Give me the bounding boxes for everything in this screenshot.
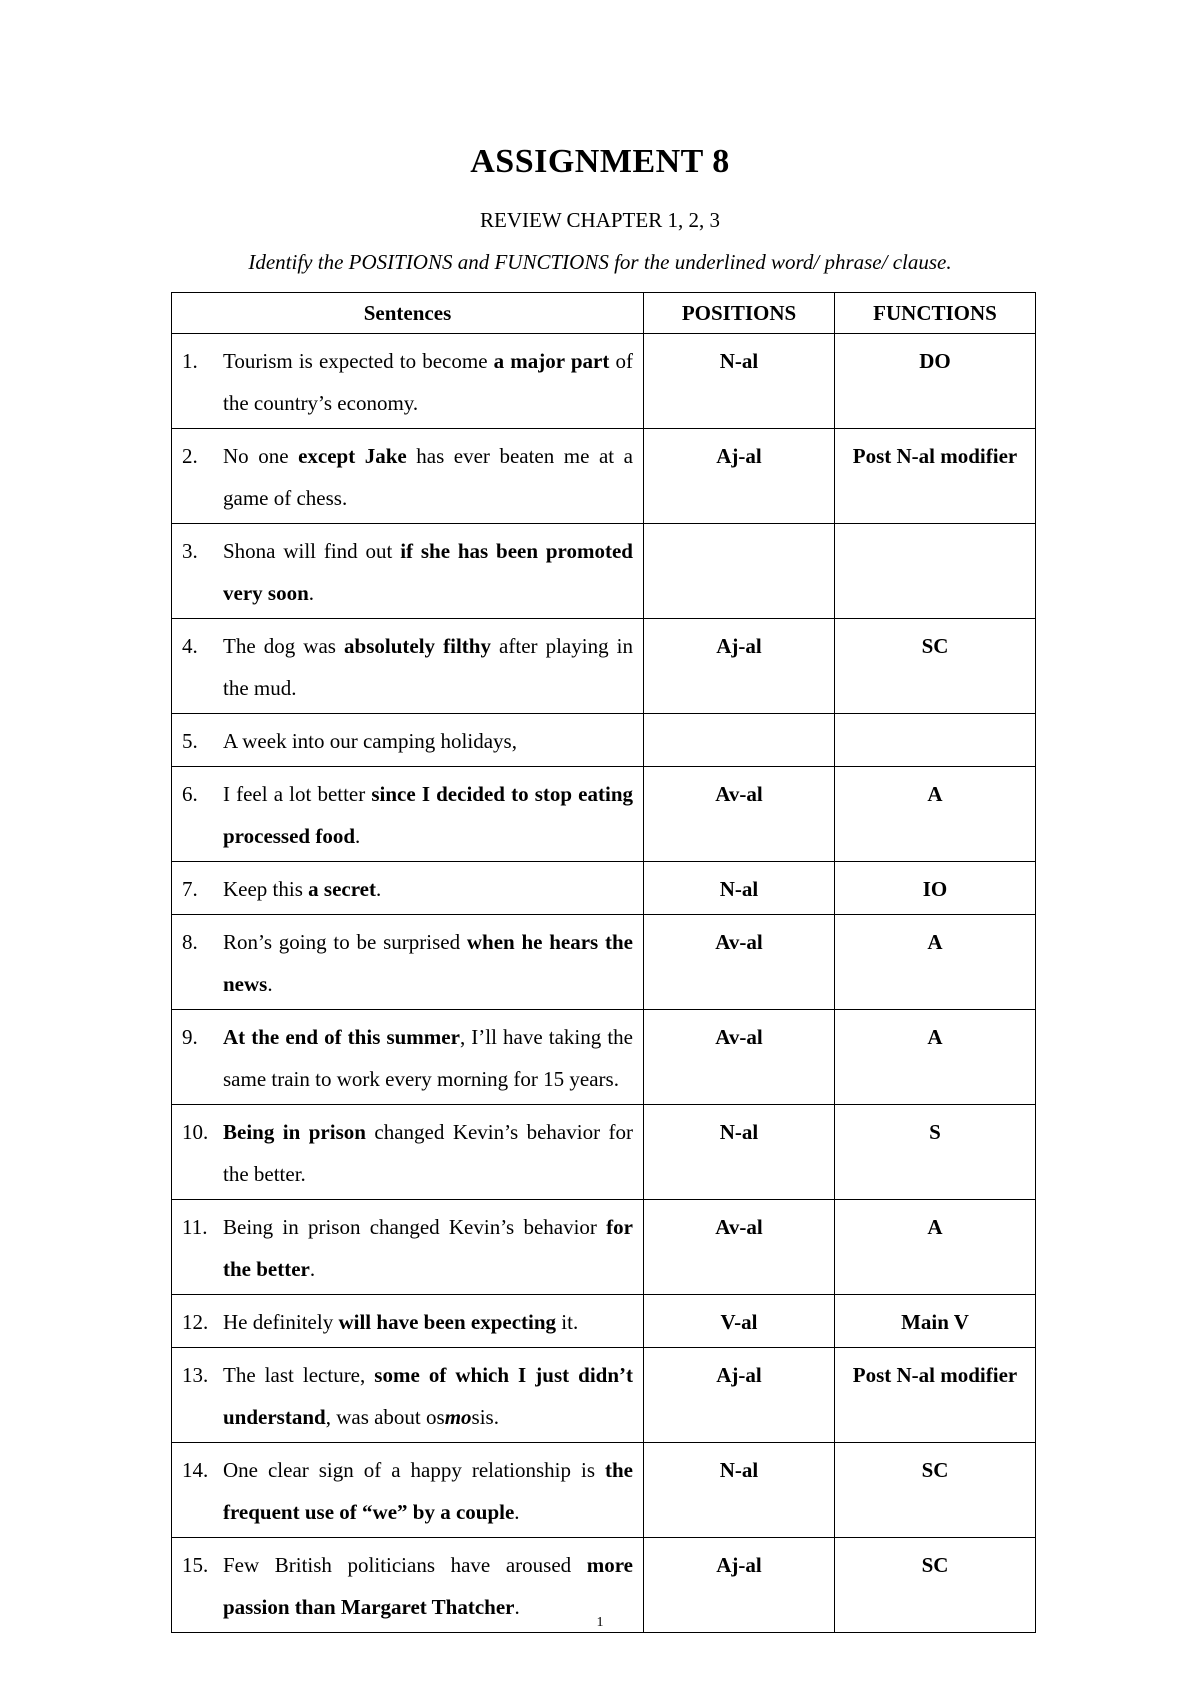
sentence-fragment: Keep this	[223, 877, 309, 901]
sentence-fragment: Shona will find out	[223, 539, 401, 563]
function-value	[835, 714, 1035, 720]
position-cell	[644, 524, 835, 619]
sentence-number: 4.	[182, 634, 198, 658]
highlighted-phrase: some of which I just didn’t understand	[223, 1363, 633, 1429]
position-value	[644, 714, 834, 720]
position-value: Av-al	[715, 782, 763, 806]
sentence-number: 1.	[182, 349, 198, 373]
position-cell	[644, 1105, 835, 1200]
position-value: N-al	[719, 349, 759, 373]
function-value: A	[927, 1215, 943, 1239]
sentence-fragment: The dog was	[223, 634, 345, 658]
highlighted-phrase: except Jake	[298, 444, 407, 468]
function-value: SC	[921, 1553, 949, 1577]
sentence-number: 3.	[182, 539, 198, 563]
function-value: Post N-al modifier	[852, 1363, 1018, 1387]
position-value: V-al	[720, 1310, 758, 1334]
highlighted-phrase: will have been expecting	[338, 1310, 557, 1334]
sentence-fragment: Being in prison changed Kevin’s behavior	[223, 1215, 607, 1239]
position-cell	[644, 1443, 835, 1538]
sentence-number: 12.	[182, 1310, 209, 1334]
sentence-fragment: after playing in the mud.	[223, 634, 633, 700]
function-cell	[835, 1105, 1036, 1200]
function-value: Main V	[901, 1310, 969, 1334]
sentence-fragment: One clear sign of a happy relationship is	[223, 1458, 605, 1482]
function-cell	[835, 1295, 1036, 1348]
highlighted-phrase: Being in prison	[223, 1120, 366, 1144]
position-value: N-al	[719, 1458, 759, 1482]
sentence-fragment: .	[267, 972, 273, 996]
sentence-cell	[172, 1348, 644, 1443]
table-row	[172, 619, 1036, 714]
position-value: Aj-al	[716, 444, 762, 468]
sentence-fragment: Tourism is expected to become	[223, 349, 494, 373]
sentence-number: 10.	[182, 1120, 209, 1144]
position-cell	[644, 862, 835, 915]
highlighted-phrase: more passion than Margaret Thatcher	[223, 1553, 633, 1619]
header-positions: POSITIONS	[644, 293, 835, 334]
function-cell	[835, 1348, 1036, 1443]
sentence-fragment: .	[355, 824, 361, 848]
function-value: A	[927, 930, 943, 954]
function-cell	[835, 862, 1036, 915]
function-value: IO	[922, 877, 948, 901]
sentence-text	[223, 1449, 633, 1533]
highlighted-phrase: absolutely filthy	[344, 634, 491, 658]
position-value: Aj-al	[716, 634, 762, 658]
sentence-number: 2.	[182, 444, 198, 468]
sentence-cell	[172, 862, 644, 915]
function-cell	[835, 524, 1036, 619]
page-title: ASSIGNMENT 8	[470, 143, 730, 180]
sentence-fragment: .	[308, 581, 314, 605]
sentence-number: 7.	[182, 877, 198, 901]
position-cell	[644, 619, 835, 714]
sentence-cell	[172, 524, 644, 619]
function-value: A	[927, 1025, 943, 1049]
sentence-text	[223, 1111, 633, 1195]
sentence-text	[223, 773, 633, 857]
sentence-fragment: He definitely	[223, 1310, 339, 1334]
sentence-number: 6.	[182, 782, 198, 806]
highlighted-phrase: At the end of this summer	[223, 1025, 460, 1049]
sentence-fragment: Few British politicians have aroused	[223, 1553, 587, 1577]
sentence-fragment: has ever beaten me at a game of chess.	[223, 444, 633, 510]
position-value: Aj-al	[716, 1363, 762, 1387]
position-cell	[644, 767, 835, 862]
function-value: DO	[919, 349, 951, 373]
sentence-cell	[172, 915, 644, 1010]
sentence-number: 8.	[182, 930, 198, 954]
function-value: SC	[921, 634, 949, 658]
sentence-text	[223, 625, 633, 709]
sentence-cell	[172, 1295, 644, 1348]
sentence-fragment: , was about os	[325, 1405, 445, 1429]
sentence-text	[223, 1016, 633, 1100]
sentence-number: 14.	[182, 1458, 209, 1482]
function-value: SC	[921, 1458, 949, 1482]
sentence-text	[223, 435, 633, 519]
table-row	[172, 429, 1036, 524]
function-cell	[835, 915, 1036, 1010]
sentence-cell	[172, 429, 644, 524]
table-row	[172, 1295, 1036, 1348]
sentence-text	[223, 1354, 633, 1438]
function-value: A	[927, 782, 943, 806]
function-value	[835, 524, 1035, 530]
position-value: N-al	[719, 1120, 759, 1144]
table-row	[172, 862, 1036, 915]
sentence-cell	[172, 714, 644, 767]
sentence-fragment: changed Kevin’s behavior for the better.	[223, 1120, 634, 1186]
table-row	[172, 1105, 1036, 1200]
sentence-fragment: it.	[556, 1310, 579, 1334]
position-value	[644, 524, 834, 530]
sentence-fragment: The last lecture,	[223, 1363, 375, 1387]
function-cell	[835, 334, 1036, 429]
function-cell	[835, 1200, 1036, 1295]
function-cell	[835, 619, 1036, 714]
sentence-text	[223, 1301, 633, 1343]
sentence-number: 9.	[182, 1025, 198, 1049]
sentence-fragment: .	[375, 877, 382, 901]
sentence-text	[223, 1206, 633, 1290]
assignment-table	[171, 292, 1036, 1633]
position-cell	[644, 1200, 835, 1295]
highlighted-phrase: the frequent use of “we” by a couple	[223, 1458, 633, 1524]
highlighted-phrase: if she has been promoted very soon	[223, 539, 633, 605]
sentence-fragment: A week into our camping holidays,	[223, 729, 517, 753]
highlighted-phrase: for the better	[223, 1215, 633, 1281]
function-cell	[835, 429, 1036, 524]
sentence-fragment: Ron’s going to be surprised	[223, 930, 467, 954]
position-value: Aj-al	[716, 1553, 762, 1577]
highlighted-phrase: mo	[444, 1405, 472, 1429]
table-row	[172, 1200, 1036, 1295]
position-value: Av-al	[715, 1025, 763, 1049]
table-row	[172, 915, 1036, 1010]
sentence-number: 5.	[182, 729, 198, 753]
sentence-fragment: , I’ll have taking the same train to work every morning for 15 years.	[223, 1025, 633, 1091]
sentence-number: 15.	[182, 1553, 209, 1577]
sentence-number: 11.	[182, 1215, 208, 1239]
position-cell	[644, 714, 835, 767]
page-subtitle: REVIEW CHAPTER 1, 2, 3	[480, 208, 720, 232]
sentence-cell	[172, 1443, 644, 1538]
table-header-row	[172, 293, 1036, 334]
table-row	[172, 767, 1036, 862]
sentence-cell	[172, 334, 644, 429]
sentence-text	[223, 868, 633, 910]
position-cell	[644, 1348, 835, 1443]
function-value: Post N-al modifier	[852, 444, 1018, 468]
sentence-text	[223, 530, 633, 614]
page-number: 1	[596, 1615, 604, 1630]
instruction-text: Identify the POSITIONS and FUNCTIONS for the underlined word/ phrase/ clause.	[248, 250, 952, 274]
position-cell	[644, 1295, 835, 1348]
function-cell	[835, 714, 1036, 767]
highlighted-phrase: a secret	[308, 877, 376, 901]
sentence-text	[223, 720, 633, 762]
sentence-number: 13.	[182, 1363, 209, 1387]
position-value: Av-al	[715, 930, 763, 954]
table-row	[172, 1443, 1036, 1538]
sentence-text	[223, 921, 633, 1005]
sentence-text	[223, 340, 633, 424]
function-cell	[835, 1010, 1036, 1105]
highlighted-phrase: since I decided to stop eating processed food	[223, 782, 633, 848]
position-cell	[644, 915, 835, 1010]
function-cell	[835, 767, 1036, 862]
table-row	[172, 524, 1036, 619]
highlighted-phrase: a major part	[493, 349, 610, 373]
table-row	[172, 1010, 1036, 1105]
position-cell	[644, 334, 835, 429]
position-value: Av-al	[715, 1215, 763, 1239]
sentence-cell	[172, 619, 644, 714]
header-sentences: Sentences	[172, 293, 644, 334]
sentence-fragment: No one	[223, 444, 299, 468]
sentence-fragment: .	[309, 1257, 316, 1281]
sentence-fragment: .	[514, 1500, 520, 1524]
function-value: S	[929, 1120, 941, 1144]
table-row	[172, 334, 1036, 429]
table-row	[172, 714, 1036, 767]
table-row	[172, 1348, 1036, 1443]
sentence-fragment: of the country’s economy.	[223, 349, 633, 415]
position-cell	[644, 429, 835, 524]
function-cell	[835, 1443, 1036, 1538]
sentence-fragment: sis.	[471, 1405, 499, 1429]
sentence-fragment: .	[514, 1595, 520, 1619]
sentence-cell	[172, 1200, 644, 1295]
position-value: N-al	[719, 877, 759, 901]
sentence-cell	[172, 767, 644, 862]
position-cell	[644, 1010, 835, 1105]
sentence-cell	[172, 1105, 644, 1200]
highlighted-phrase: when he hears the news	[223, 930, 633, 996]
sentence-cell	[172, 1010, 644, 1105]
sentence-fragment: I feel a lot better	[223, 782, 372, 806]
header-functions: FUNCTIONS	[835, 293, 1036, 334]
